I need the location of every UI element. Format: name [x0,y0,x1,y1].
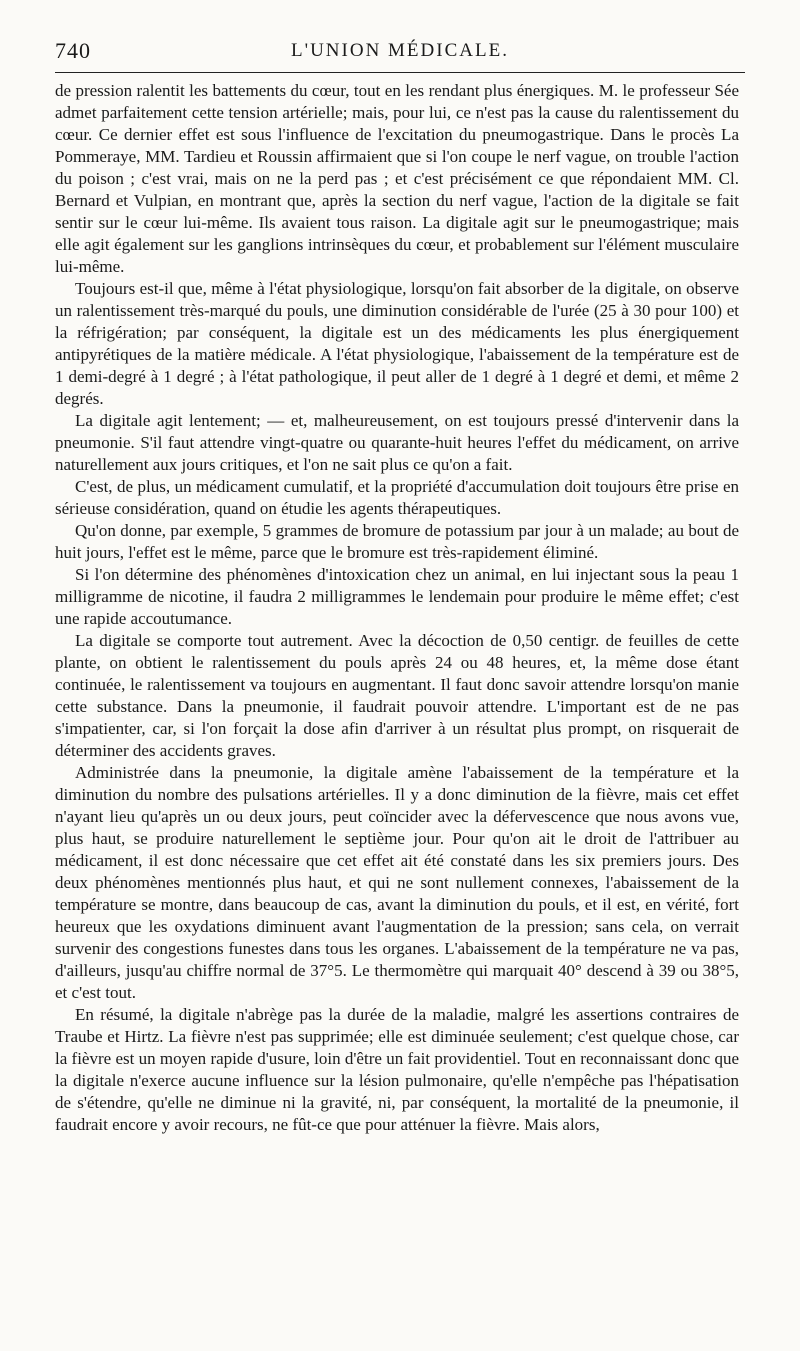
paragraph: La digitale agit lentement; — et, malheureusement, on est toujours pressé d'intervenir dans la pneumonie. S'il faut attendre vingt-quatre ou quarante-huit heures l'effet du médicament, on arrive naturellement aux jours critiques, et l'on ne sait plus ce qu'on a fait. [55,411,739,474]
paragraph: La digitale se comporte tout autrement. Avec la décoction de 0,50 centigr. de feuilles de cette plante, on obtient le ralentissement du pouls après 24 ou 48 heures, et, la même dose étant continuée, le ralentissement va toujours en augmentant. Il faut donc savoir attendre lorsqu'on manie cette substance. Dans la pneumonie, il faudrait pouvoir attendre. L'important est de ne pas s'impatienter, car, si l'on forçait la dose afin d'arriver à un résultat plus prompt, on risquerait de déterminer des accidents graves. [55,631,739,760]
paragraph: En résumé, la digitale n'abrège pas la durée de la maladie, malgré les assertions contraires de Traube et Hirtz. La fièvre n'est pas supprimée; elle est diminuée seulement; c'est quelque chose, car la fièvre est un moyen rapide d'usure, loin d'être un fait providentiel. Tout en reconnaissant donc que la digitale n'exerce aucune influence sur la lésion pulmonaire, qu'elle n'empêche pas l'hépatisation de s'étendre, qu'elle ne diminue ni la gravité, ni, par conséquent, la mortalité de la pneumonie, il faudrait encore y avoir recours, ne fût-ce que pour atténuer la fièvre. Mais alors, [55,1005,739,1134]
paragraph: de pression ralentit les battements du cœur, tout en les rendant plus énergiques. M. le professeur Sée admet parfaitement cette tension artérielle; mais, pour lui, ce n'est pas la cause du ralentissement du cœur. Ce dernier effet est sous l'influence de l'excitation du pneumogastrique. Dans le procès La Pommeraye, MM. Tardieu et Roussin affirmaient que si l'on coupe le nerf vague, on trouble l'action du poison ; c'est vrai, mais on ne la perd pas ; et c'est précisément ce que répondaient MM. Cl. Bernard et Vulpian, en montrant que, après la section du nerf vague, l'action de la digitale se fait sentir sur le cœur lui-même. Ils avaient tous raison. La digitale agit sur le pneumogastrique; mais elle agit également sur les ganglions intrinsèques du cœur, et probablement sur l'élément musculaire lui-même. [55,81,739,276]
paragraph: C'est, de plus, un médicament cumulatif, et la propriété d'accumulation doit toujours être prise en sérieuse considération, quand on étudie les agents thérapeutiques. [55,477,739,518]
paragraph: Si l'on détermine des phénomènes d'intoxication chez un animal, en lui injectant sous la peau 1 milligramme de nicotine, il faudra 2 milligrammes le lendemain pour produire le même effet; c'est une rapide accoutumance. [55,565,739,628]
paragraph: Toujours est-il que, même à l'état physiologique, lorsqu'on fait absorber de la digitale, on observe un ralentissement très-marqué du pouls, une diminution considérable de l'urée (25 à 30 pour 100) et la réfrigération; par conséquent, la digitale est un des médicaments les plus énergiquement antipyrétiques de la matière médicale. A l'état physiologique, l'abaissement de la température est de 1 demi-degré à 1 degré ; à l'état pathologique, il peut aller de 1 degré à 1 degré et demi, et même 2 degrés. [55,279,739,408]
paragraph: Qu'on donne, par exemple, 5 grammes de bromure de potassium par jour à un malade; au bout de huit jours, l'effet est le même, parce que le bromure est très-rapidement éliminé. [55,521,739,562]
header-rule [55,72,745,73]
page-header [55,38,745,68]
page-number: 740 [55,38,91,63]
article-body [55,80,739,1136]
running-title: L'UNION MÉDICALE. [291,40,509,61]
paragraph: Administrée dans la pneumonie, la digitale amène l'abaissement de la température et la diminution du nombre des pulsations artérielles. Il y a donc diminution de la fièvre, mais cet effet n'ayant lieu qu'après un ou deux jours, peut coïncider avec la défervescence que nous avons vue, plus haut, se produire naturellement le septième jour. Pour qu'on ait le droit de l'attribuer au médicament, il est donc nécessaire que cet effet ait été constaté dans les six premiers jours. Des deux phénomènes mentionnés plus haut, et qui ne sont nullement connexes, l'abaissement de la température se montre, dans beaucoup de cas, avant la diminution du pouls, et il est, en vérité, fort heureux que les oxydations diminuent avant l'augmentation de la pression; sans cela, on verrait survenir des congestions funestes dans tous les organes. L'abaissement de la température ne va pas, d'ailleurs, jusqu'au chiffre normal de 37°5. Le thermomètre qui marquait 40° descend à 39 ou 38°5, et c'est tout. [55,763,739,1002]
